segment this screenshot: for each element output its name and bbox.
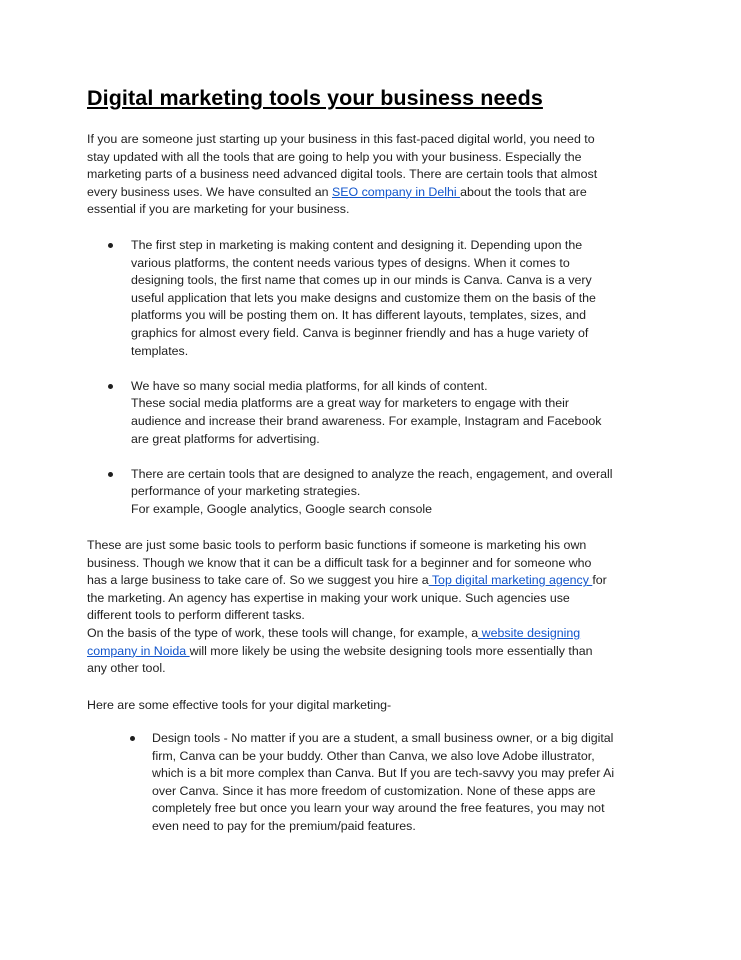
bullet-icon: [130, 736, 135, 741]
intro-line: stay updated with all the tools that are going to help you with your business. Especially the: [87, 149, 582, 164]
summary-line: different tools to perform different tasks.: [87, 608, 305, 623]
summary-line: business. Though we know that it can be a difficult task for a beginner and for someone who: [87, 555, 592, 570]
seo-company-link[interactable]: SEO company in Delhi: [331, 184, 461, 199]
list-item-line: various platforms, the content needs various types of designs. When it comes to: [131, 255, 570, 270]
summary-line: the marketing. An agency has expertise in making your work unique. Such agencies use: [87, 590, 570, 605]
list-item-line: These social media platforms are a great way for marketers to engage with their: [131, 396, 570, 411]
list-item-line: platforms you will be posting them on. It has different layouts, templates, sizes, and: [131, 308, 587, 323]
effective-tools-list: [130, 730, 645, 836]
summary-paragraph: [87, 537, 647, 678]
summary-line: any other tool.: [87, 661, 166, 676]
website-designing-link[interactable]: website designing: [478, 625, 581, 640]
bullet-icon: [108, 384, 113, 389]
list-item-line: useful application that lets you make designs and customize them on the basis of the: [131, 290, 596, 305]
list-item-line: graphics for almost every field. Canva is beginner friendly and has a huge variety of: [131, 325, 589, 340]
list-item-line: designing tools, the first name that comes up in our minds is Canva. Canva is a very: [131, 273, 592, 288]
summary-line: These are just some basic tools to perform basic functions if someone is marketing his own: [87, 538, 587, 552]
intro-line: essential if you are marketing for your business.: [87, 202, 350, 217]
list-item-line: templates.: [131, 343, 189, 358]
summary-text: will more likely be using the website designing tools more essentially than: [189, 643, 593, 658]
intro-line: [87, 184, 647, 202]
list-item: [108, 237, 643, 360]
tools-bullet-list: [108, 237, 643, 536]
intro-line: marketing parts of a business need advanced digital tools. There are certain tools that almost: [87, 167, 598, 182]
intro-text: about the tools that are: [460, 184, 587, 199]
page-title: Digital marketing tools your business needs: [87, 86, 543, 110]
intro-line: If you are someone just starting up your business in this fast-paced digital world, you need to: [87, 132, 595, 146]
summary-line: [87, 643, 647, 661]
list-item-line: completely free but once you learn your way around the free features, you may not: [152, 801, 605, 816]
list-item-line: We have so many social media platforms, for all kinds of content.: [131, 378, 488, 393]
website-designing-link-cont[interactable]: company in Noida: [87, 643, 190, 658]
digital-marketing-agency-link[interactable]: Top digital marketing agency: [428, 573, 593, 588]
bullet-icon: [108, 243, 113, 248]
summary-text: On the basis of the type of work, these tools will change, for example, a: [87, 625, 479, 640]
list-item-line: which is a bit more complex than Canva. But If you are tech-savvy you may prefer Ai: [152, 766, 615, 781]
list-item-line: audience and increase their brand awareness. For example, Instagram and Facebook: [131, 413, 602, 428]
summary-line: [87, 625, 647, 643]
list-item-line: Design tools - No matter if you are a student, a small business owner, or a big digital: [152, 731, 614, 745]
list-item-line: performance of your marketing strategies.: [131, 484, 361, 499]
list-item-line: even need to pay for the premium/paid features.: [152, 818, 416, 833]
list-item: [108, 378, 643, 448]
intro-paragraph: [87, 131, 647, 219]
list-item-line: There are certain tools that are designed to analyze the reach, engagement, and overall: [131, 466, 613, 481]
summary-text: for: [592, 573, 607, 588]
list-item-line: The first step in marketing is making content and designing it. Depending upon the: [131, 238, 583, 252]
list-item-line: firm, Canva can be your buddy. Other than Canva, we also love Adobe illustrator,: [152, 748, 595, 763]
list-item-line: are great platforms for advertising.: [131, 431, 320, 446]
list-item-line: over Canva. Since it has more freedom of customization. None of these apps are: [152, 783, 596, 798]
list-item: [130, 730, 645, 836]
list-item: [108, 466, 643, 519]
summary-line: [87, 572, 647, 590]
intro-text: every business uses. We have consulted an: [87, 184, 332, 199]
summary-text: has a large business to take care of. So we suggest you hire a: [87, 573, 429, 588]
list-item-line: For example, Google analytics, Google search console: [131, 501, 432, 516]
effective-tools-heading: Here are some effective tools for your digital marketing-: [87, 698, 392, 712]
bullet-icon: [108, 472, 113, 477]
